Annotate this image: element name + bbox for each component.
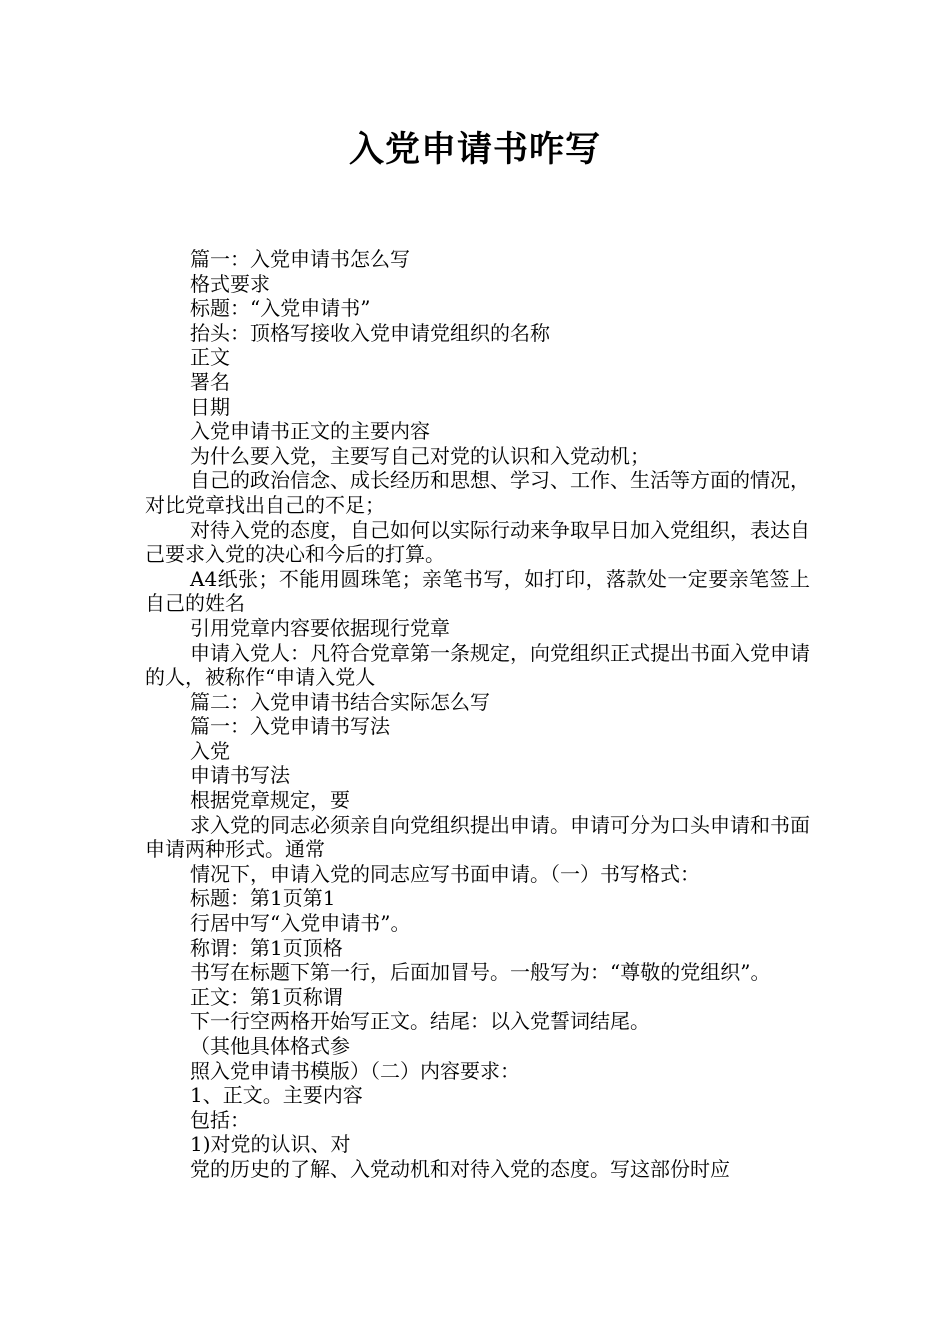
paragraph: 根据党章规定，要: [190, 788, 350, 813]
paragraph: 引用党章内容要依据现行党章: [190, 615, 450, 640]
paragraph: 入党: [190, 738, 230, 763]
paragraph: 对待入党的态度，自己如何以实际行动来争取早日加入党组织，表达自己要求入党的决心和今后的打算。: [145, 517, 810, 567]
paragraph: 格式要求: [190, 271, 270, 296]
paragraph: 称谓：第1页顶格: [190, 935, 343, 960]
document-title: 入党申请书咋写: [348, 130, 601, 170]
paragraph: 下一行空两格开始写正文。结尾：以入党誓词结尾。: [190, 1009, 650, 1034]
paragraph: 标题：“入党申请书”: [190, 296, 371, 321]
paragraph: 求入党的同志必须亲自向党组织提出申请。申请可分为口头申请和书面申请两种形式。通常: [145, 812, 810, 862]
paragraph: 正文: [190, 345, 230, 370]
paragraph: 党的历史的了解、入党动机和对待入党的态度。写这部份时应: [190, 1156, 730, 1181]
paragraph: （其他具体格式参: [190, 1034, 350, 1058]
paragraph: 正文：第1页称谓: [190, 984, 343, 1009]
paragraph: 照入党申请书模版）（二）内容要求：: [190, 1058, 520, 1083]
paragraph: 署名: [190, 369, 230, 394]
paragraph: 为什么要入党，主要写自己对党的认识和入党动机；: [190, 443, 650, 468]
paragraph: 日期: [190, 394, 230, 419]
paragraph: 标题：第1页第1: [190, 886, 336, 911]
paragraph: 1)对党的认识、对: [190, 1132, 351, 1157]
paragraph: A4纸张；不能用圆珠笔；亲笔书写，如打印，落款处一定要亲笔签上自己的姓名: [145, 566, 810, 616]
paragraph: 抬头：顶格写接收入党申请党组织的名称: [190, 320, 550, 345]
paragraph: 篇二：入党申请书结合实际怎么写: [190, 689, 490, 714]
paragraph: 书写在标题下第一行，后面加冒号。一般写为：“尊敬的党组织”。: [190, 960, 771, 985]
paragraph: 入党申请书正文的主要内容: [190, 419, 430, 444]
paragraph: 1、正文。主要内容: [190, 1083, 363, 1108]
paragraph: 自己的政治信念、成长经历和思想、学习、工作、生活等方面的情况，对比党章找出自己的不足；: [145, 468, 810, 517]
paragraph: 申请书写法: [190, 763, 290, 788]
document-body: [145, 247, 810, 1182]
paragraph: 行居中写“入党申请书”。: [190, 911, 411, 936]
paragraph: 篇一：入党申请书怎么写: [190, 247, 410, 271]
paragraph: 申请入党人：凡符合党章第一条规定，向党组织正式提出书面入党申请的人，被称作“申请入党人: [145, 640, 810, 690]
paragraph: 篇一：入党申请书写法: [190, 714, 390, 739]
paragraph: 情况下，申请入党的同志应写书面申请。（一）书写格式：: [190, 861, 700, 886]
paragraph: 包括：: [190, 1107, 250, 1132]
